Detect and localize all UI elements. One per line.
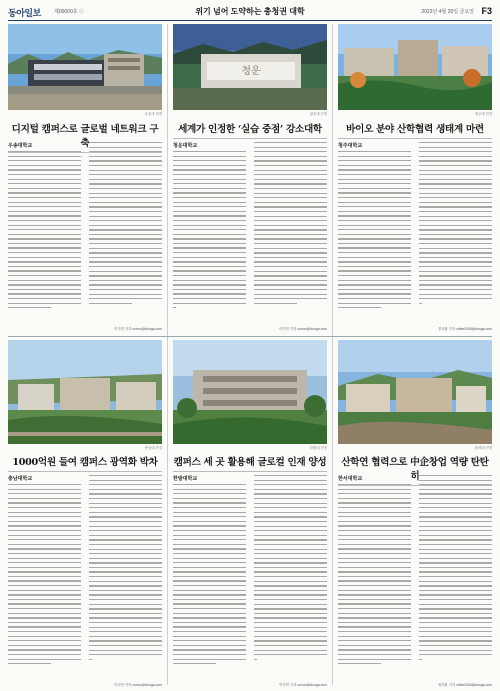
photo-caption: 한서대 전경	[474, 446, 492, 450]
article-body	[173, 151, 246, 312]
article-credit: 이지연 기자 cursor@donga.com	[279, 683, 327, 687]
article-headline: 캠퍼스 세 곳 활용해 글로컬 인재 양성	[173, 454, 327, 472]
article-credit: 이지연 기자 cursor@donga.com	[114, 683, 162, 687]
photo-caption: 한발대 전경	[309, 446, 327, 450]
article-body	[419, 475, 492, 663]
issue-number: 제00000호 ⓒ	[54, 9, 84, 15]
article-byline: 청주대학교	[338, 143, 363, 149]
section-title: 위기 넘어 도약하는 충청권 대학	[195, 7, 305, 16]
photo-caption: 청운대 전경	[309, 112, 327, 116]
article-body	[173, 484, 246, 668]
article-headline: 디지털 캠퍼스로 글로벌 네트워크 구축	[8, 121, 162, 153]
article-body	[338, 484, 411, 668]
article-body	[89, 142, 162, 307]
article-photo	[338, 24, 492, 110]
article-credit: 이지연 기자 cursor@donga.com	[279, 327, 327, 331]
article-byline: 충남대학교	[8, 476, 33, 482]
article-photo	[8, 24, 162, 110]
article-photo	[338, 340, 492, 444]
article-headline: 산학연 협력으로 中企창업 역량 탄탄히	[338, 454, 492, 486]
photo-caption: 충남대 전경	[144, 446, 162, 450]
article-credit: 정지환 기자 chlee0306@donga.com	[437, 327, 492, 331]
page-header	[8, 6, 492, 21]
photo-caption: 우송대 전경	[144, 112, 162, 116]
article-headline: 세계가 인정한 ‘실습 중점’ 강소대학	[173, 121, 327, 139]
svg-text:청운: 청운	[241, 66, 261, 77]
article-byline: 우송대학교	[8, 143, 33, 149]
issue-date: 2022년 4월 20일 금요일	[421, 9, 474, 15]
article-byline: 한발대학교	[173, 476, 198, 482]
article-byline: 청운대학교	[173, 143, 198, 149]
article-credit: 이지연 기자 cursor@donga.com	[114, 327, 162, 331]
column-divider	[332, 24, 333, 685]
newspaper-logo: 동아일보	[8, 8, 41, 18]
article-body	[254, 475, 327, 663]
article-byline: 한서대학교	[338, 476, 363, 482]
page-number: F3	[481, 6, 492, 16]
article-body	[338, 151, 411, 312]
article-photo	[173, 340, 327, 444]
article-body	[419, 142, 492, 307]
article-body	[8, 484, 81, 668]
article-photo	[8, 340, 162, 444]
article-photo	[173, 24, 327, 110]
column-divider	[167, 24, 168, 685]
article-body	[89, 475, 162, 663]
article-body	[254, 142, 327, 307]
article-headline: 1000억원 들여 캠퍼스 광역화 박차	[8, 454, 162, 472]
section-divider	[8, 336, 492, 337]
article-headline: 바이오 분야 산학협력 생태계 마련	[338, 121, 492, 139]
article-body	[8, 151, 81, 312]
article-credit: 정지환 기자 chlee0306@donga.com	[437, 683, 492, 687]
photo-caption: 청주대 전경	[474, 112, 492, 116]
